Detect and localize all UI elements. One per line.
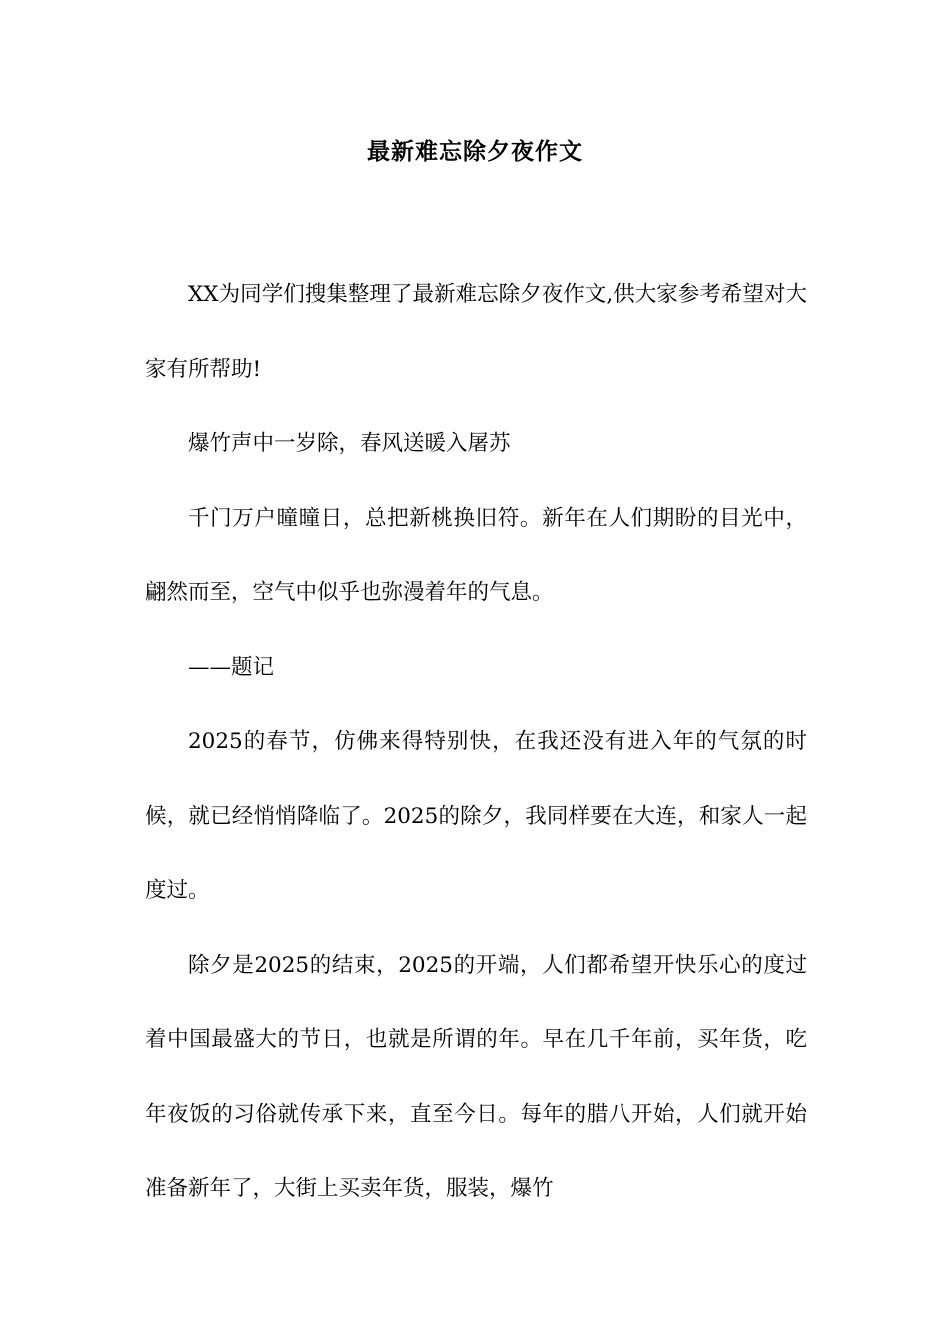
paragraph-poem-line-2: 千门万户曈曈日，总把新桃换旧符。新年在人们期盼的目光中，翩然而至，空气中似乎也弥漫着年的气息。	[145, 505, 807, 605]
paragraph-spring-festival: 2025的春节，仿佛来得特别快，在我还没有进入年的气氛的时候，就已经悄悄降临了。2025的除夕，我同样要在大连，和家人一起度过。	[145, 729, 807, 903]
paragraph-epigraph: ——题记	[188, 654, 275, 680]
paragraph-new-year-eve: 除夕是2025的结束，2025的开端，人们都希望开快乐心的度过着中国最盛大的节日，也就是所谓的年。早在几千年前，买年货，吃年夜饭的习俗就传承下来，直至今日。每年的腊八开始，人们就开始准备新年了，大街上买卖年货，服装，爆竹	[145, 952, 807, 1201]
paragraph-poem-line-1: 爆竹声中一岁除，春风送暖入屠苏	[188, 431, 511, 456]
paragraph-intro: XX为同学们搜集整理了最新难忘除夕夜作文,供大家参考希望对大家有所帮助!	[145, 282, 807, 382]
document-title: 最新难忘除夕夜作文	[367, 138, 583, 165]
document-body	[145, 258, 807, 1227]
